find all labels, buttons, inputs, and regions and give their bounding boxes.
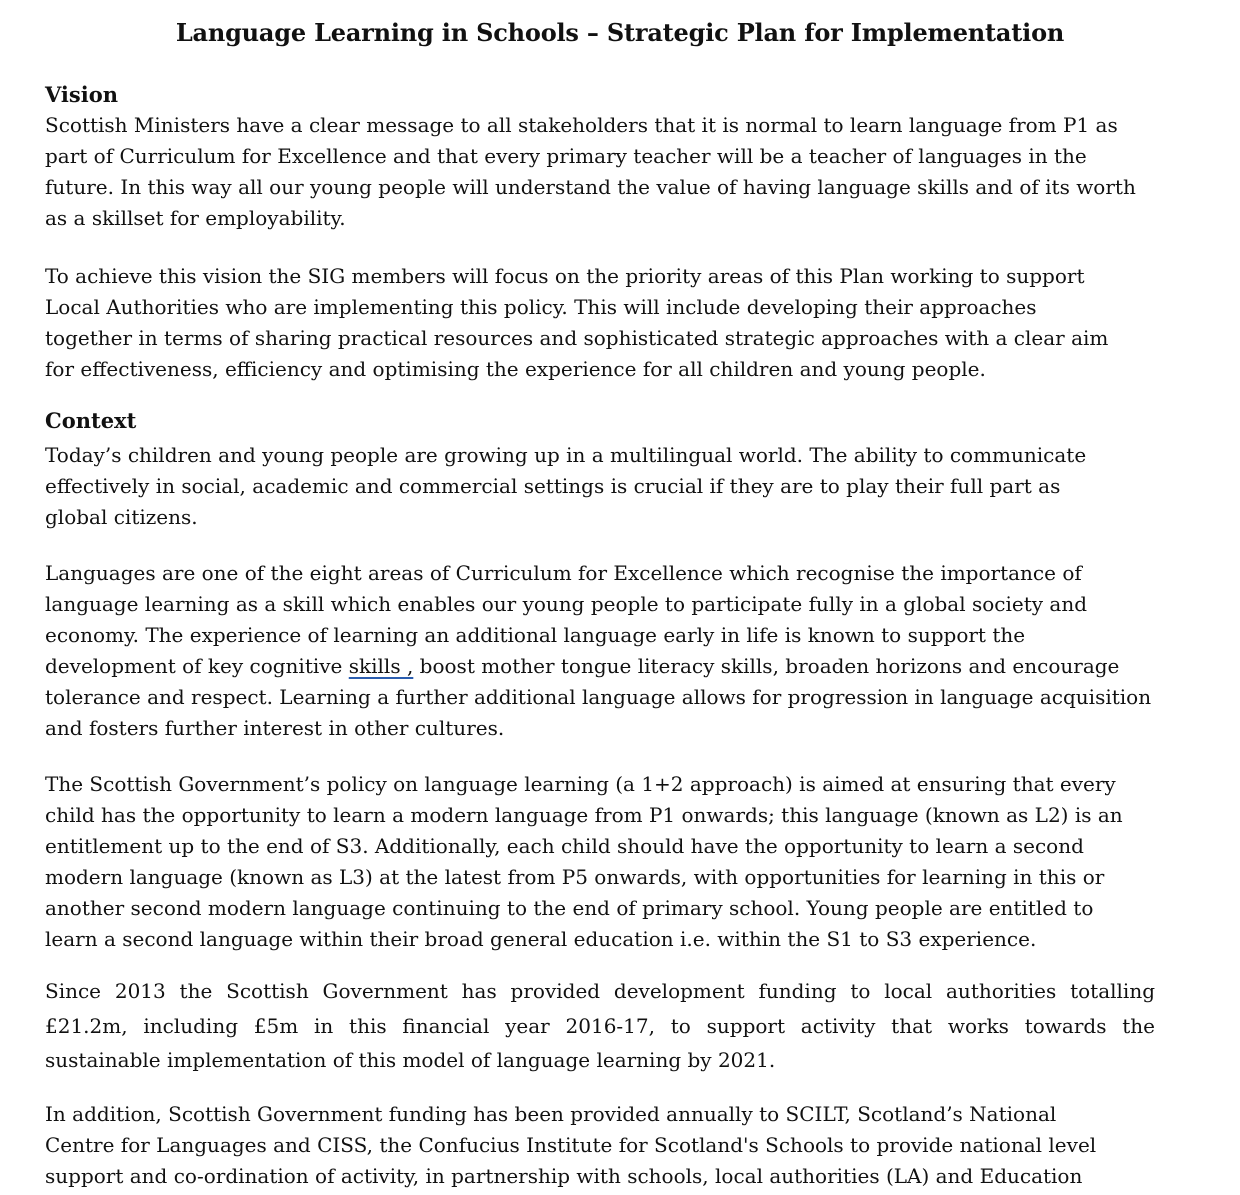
paragraph-line: part of Curriculum for Excellence and that every primary teacher will be a teacher of languages in the	[45, 144, 1087, 168]
paragraph-line: support and co-ordination of activity, in partnership with schools, local authorities (LA) and Education	[45, 1164, 1083, 1188]
context-paragraph-4	[45, 974, 1210, 1078]
vision-paragraph-1	[45, 110, 1210, 234]
document-title: Language Learning in Schools – Strategic Plan for Implementation	[175, 18, 1065, 47]
vision-paragraph-2	[45, 261, 1210, 385]
paragraph-line: The Scottish Government’s policy on language learning (a 1+2 approach) is aimed at ensuring that every	[45, 772, 1116, 796]
paragraph-line: and fosters further interest in other cultures.	[45, 716, 505, 740]
paragraph-line: entitlement up to the end of S3. Additionally, each child should have the opportunity to learn a second	[45, 834, 1084, 858]
context-paragraph-3	[45, 769, 1210, 955]
paragraph-line: language learning as a skill which enables our young people to participate fully in a global society and	[45, 592, 1088, 616]
paragraph-line: another second modern language continuing to the end of primary school. Young people are entitled to	[45, 896, 1094, 920]
paragraph-line: To achieve this vision the SIG members will focus on the priority areas of this Plan working to support	[45, 264, 1085, 288]
paragraph-line: £21.2m, including £5m in this financial year 2016-17, to support activity that works towards the	[45, 1013, 1155, 1038]
context-paragraph-5	[45, 1099, 1210, 1192]
paragraph-line: Languages are one of the eight areas of Curriculum for Excellence which recognise the importance of	[45, 561, 1082, 585]
paragraph-line: Today’s children and young people are growing up in a multilingual world. The ability to communicate	[45, 443, 1087, 467]
line-text: development of key cognitive	[45, 654, 349, 678]
paragraph-line: economy. The experience of learning an additional language early in life is known to support the	[45, 623, 1026, 647]
paragraph-line: global citizens.	[45, 505, 198, 529]
paragraph-line: Scottish Ministers have a clear message to all stakeholders that it is normal to learn language from P1 as	[45, 113, 1118, 137]
paragraph-line: future. In this way all our young people will understand the value of having language skills and of its worth	[45, 175, 1136, 199]
paragraph-line: Since 2013 the Scottish Government has provided development funding to local authorities totalling	[45, 979, 1155, 1003]
paragraph-line: together in terms of sharing practical resources and sophisticated strategic approaches with a clear aim	[45, 326, 1109, 350]
paragraph-line: tolerance and respect. Learning a further additional language allows for progression in language acquisition	[45, 685, 1152, 709]
spellcheck-underlined-word[interactable]: skills ,	[348, 654, 414, 678]
context-paragraph-2	[45, 558, 1210, 744]
paragraph-line	[45, 651, 1210, 682]
paragraph-line: In addition, Scottish Government funding has been provided annually to SCILT, Scotland’s National	[45, 1102, 1057, 1126]
paragraph-line: learn a second language within their broad general education i.e. within the S1 to S3 experience.	[45, 927, 1037, 951]
line-text: boost mother tongue literacy skills, broaden horizons and encourage	[413, 654, 1120, 678]
paragraph-line: child has the opportunity to learn a modern language from P1 onwards; this language (known as L2) is an	[45, 803, 1123, 827]
paragraph-line: Local Authorities who are implementing this policy. This will include developing their approaches	[45, 295, 1037, 319]
context-paragraph-1	[45, 440, 1210, 533]
paragraph-line: modern language (known as L3) at the latest from P5 onwards, with opportunities for learning in this or	[45, 865, 1105, 889]
paragraph-line: Centre for Languages and CISS, the Confucius Institute for Scotland's Schools to provide national level	[45, 1133, 1097, 1157]
paragraph-line: sustainable implementation of this model of language learning by 2021.	[45, 1048, 776, 1072]
paragraph-line: effectively in social, academic and commercial settings is crucial if they are to play their full part as	[45, 474, 1061, 498]
paragraph-line: for effectiveness, efficiency and optimising the experience for all children and young people.	[45, 357, 986, 381]
paragraph-line: as a skillset for employability.	[45, 206, 346, 230]
vision-heading: Vision	[45, 82, 118, 107]
context-heading: Context	[45, 408, 137, 433]
